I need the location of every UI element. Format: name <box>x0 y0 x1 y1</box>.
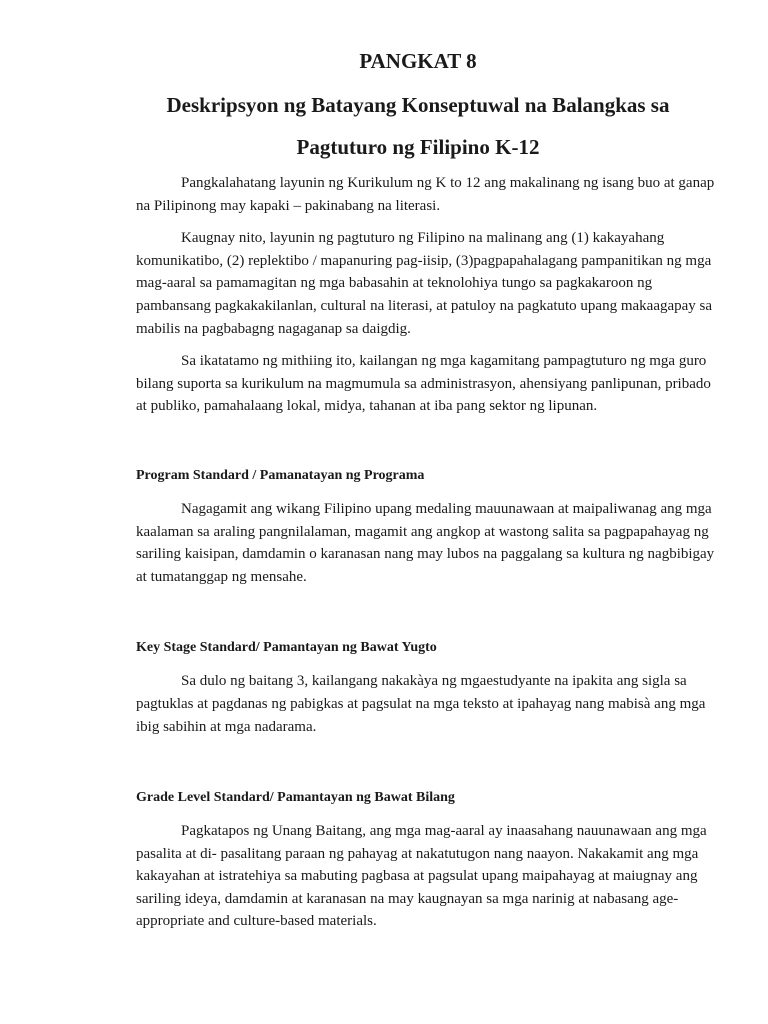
section-title-program-standard: Program Standard / Pamanatayan ng Programa <box>136 467 425 483</box>
main-title-line-1: Deskripsyon ng Batayang Konseptuwal na Balangkas sa <box>166 93 670 117</box>
section-title-key-stage-standard: Key Stage Standard/ Pamantayan ng Bawat Yugto <box>136 640 437 656</box>
intro-paragraph-3: Sa ikatatamo ng mithiing ito, kailangan ng mga kagamitang pampagtuturo ng mga guro bilang suporta sa kurikulum na magmumula sa administrasyon, ahensiyang panlipunan, pribado at publiko, pamahalaang lokal, midya, tahanan at iba pang sektor ng lipunan. <box>136 353 711 415</box>
section-body-grade-level-standard: Pagkatapos ng Unang Baitang, ang mga mag-aaral ay inaasahang nauunawaan ang mga pasalita at di- pasalitang paraan ng pahayag at nakatutugon nang naayon. Nakakamit ang mga kakayahan at istratehiya sa mabuting pagbasa at pagsulat upang maipahayag at maiugnay ang sariling ideya, damdamin at karanasan na may kaugnayan sa mga narinig at nabasang age-appropriate and culture-based materials. <box>136 823 707 930</box>
main-title-line-2: Pagtuturo ng Filipino K-12 <box>296 135 540 159</box>
group-title: PANGKAT 8 <box>359 49 477 73</box>
intro-paragraph-2: Kaugnay nito, layunin ng pagtuturo ng Filipino na malinang ang (1) kakayahang komunikatibo, (2) replektibo / mapanuring pag-iisip, (3)pagpapahalagang pampanitikan ng mga mag-aaral sa pamamagitan ng mga babasahin at teknolohiya tungo sa pagkakaroon ng pambansang pagkakakilanlan, cultural na literasi, at patuloy na pagkatuto upang makaagapay sa mabilis na pagbabagng nagaganap sa daigdig. <box>136 230 713 337</box>
section-title-grade-level-standard: Grade Level Standard/ Pamantayan ng Bawat Bilang <box>136 790 455 806</box>
section-body-key-stage-standard: Sa dulo ng baitang 3, kailangang nakakàya ng mgaestudyante na ipakita ang sigla sa pagtuklas at pagdanas ng pabigkas at pagsulat na mga teksto at ipahayag nang mabisà ang mga ibig sabihin at mga nadarama. <box>136 673 706 735</box>
intro-paragraph-1: Pangkalahatang layunin ng Kurikulum ng K to 12 ang makalinang ng isang buo at ganap na Pilipinong may kapaki – pakinabang na literasi. <box>136 175 715 214</box>
section-body-program-standard: Nagagamit ang wikang Filipino upang medaling mauunawaan at maipaliwanag ang mga kaalaman sa araling pangnilalaman, magamit ang angkop at wastong salita sa pagpapahayag ng sariling kaisipan, damdamin o karanasan nang may lubos na paggalang sa kultura ng nagbibigay at tumatanggap ng mensahe. <box>136 500 715 585</box>
